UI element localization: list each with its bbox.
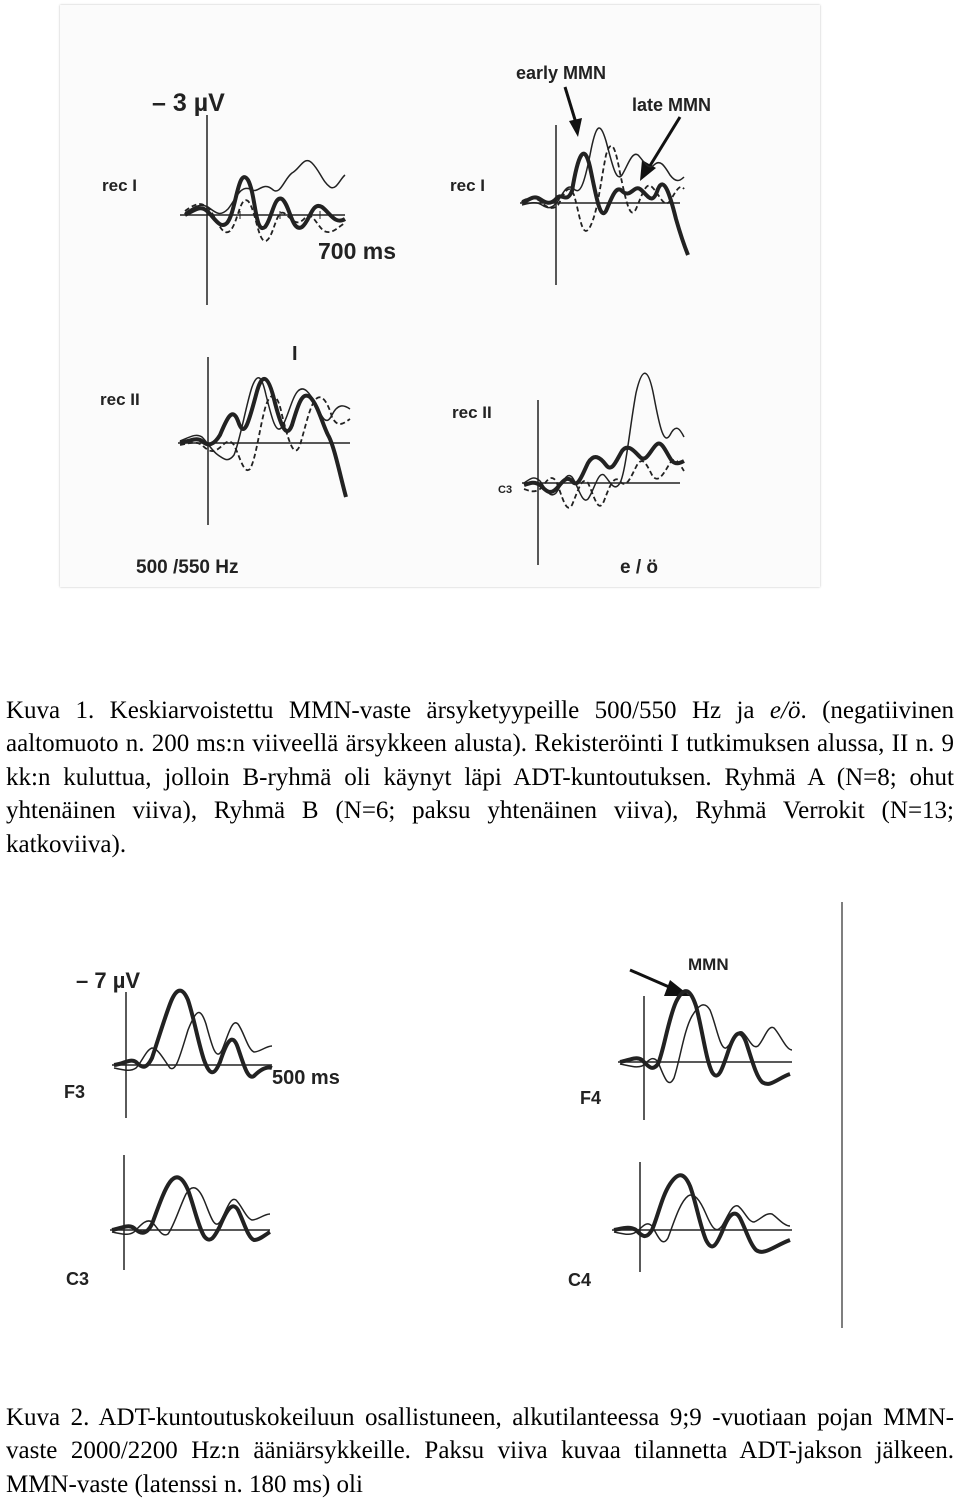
electrode-c3-label: C3 — [498, 484, 513, 496]
caption-1-text-start: Kuva 1. Keskiarvoistettu MMN-vaste ärsyketyypeille 500/550 Hz ja — [6, 697, 770, 724]
panel-c4 — [612, 1162, 792, 1272]
figure-2 — [0, 900, 960, 1332]
rec1-right-label: rec I — [450, 176, 485, 195]
electrode-f4-label: F4 — [580, 1088, 602, 1108]
rec2-left-label: rec II — [100, 390, 140, 409]
electrode-c4-label: C4 — [568, 1270, 592, 1290]
caption-figure-2: Kuva 2. ADT-kuntoutuskokeiluun osallistuneen, alkutilanteessa 9;9 -vuotiaan pojan MMN-vaste 2000/2200 Hz:n ääniärsykkeille. Paksu viiva kuvaa tilannetta ADT-jakson jälkeen. MMN-vaste (latenssi n. 180 ms) oli — [6, 1404, 954, 1498]
electrode-f3-label: F3 — [64, 1082, 86, 1102]
early-mmn-label: early MMN — [516, 63, 607, 83]
amplitude-label-2: – 7 µV — [76, 968, 141, 993]
stimulus-label-right: e / ö — [620, 557, 659, 578]
caption-1-text-end: . (negatiivinen aaltomuoto n. 200 ms:n viiveellä ärsykkeen alusta). Rekisteröinti I tutkimuksen alussa, II n. 9 kk:n kuluttua, jolloin B-ryhmä oli käynyt läpi ADT-kuntoutuksen. Ryhmä A (N=8; ohut yhtenäinen viiva), Ryhmä B (N=6; paksu yhtenäinen viiva), Ryhmä Verrokit (N=13; katkoviiva). — [6, 697, 954, 858]
mmn-label: MMN — [688, 955, 729, 974]
panel-f3 — [112, 991, 272, 1118]
time-label-2: 500 ms — [272, 1067, 340, 1089]
figure-1 — [60, 5, 820, 587]
panel-f4 — [618, 991, 792, 1120]
stimulus-label-left: 500 /550 Hz — [136, 557, 239, 578]
panel-rec2-e-o — [522, 373, 684, 565]
rec1-left-label: rec I — [102, 176, 137, 195]
caption-figure-1 — [6, 694, 954, 861]
figure-1-erp-plot — [60, 5, 820, 587]
caption-1-italic: e/ö — [769, 697, 801, 724]
peak-marker-label: I — [292, 343, 298, 365]
figure-2-erp-plot — [0, 900, 960, 1332]
amplitude-label: – 3 µV — [152, 89, 225, 117]
rec2-right-label: rec II — [452, 403, 492, 422]
time-label: 700 ms — [318, 238, 397, 264]
electrode-c3-label-2: C3 — [66, 1269, 90, 1289]
panel-rec1-e-o — [520, 125, 688, 285]
panel-c3 — [110, 1155, 270, 1270]
panel-rec2-500-550hz — [178, 357, 350, 525]
panel-rec1-500-550hz — [180, 115, 345, 305]
late-mmn-arrow-icon — [640, 117, 680, 181]
late-mmn-label: late MMN — [632, 95, 712, 115]
early-mmn-arrow-icon — [565, 87, 582, 137]
